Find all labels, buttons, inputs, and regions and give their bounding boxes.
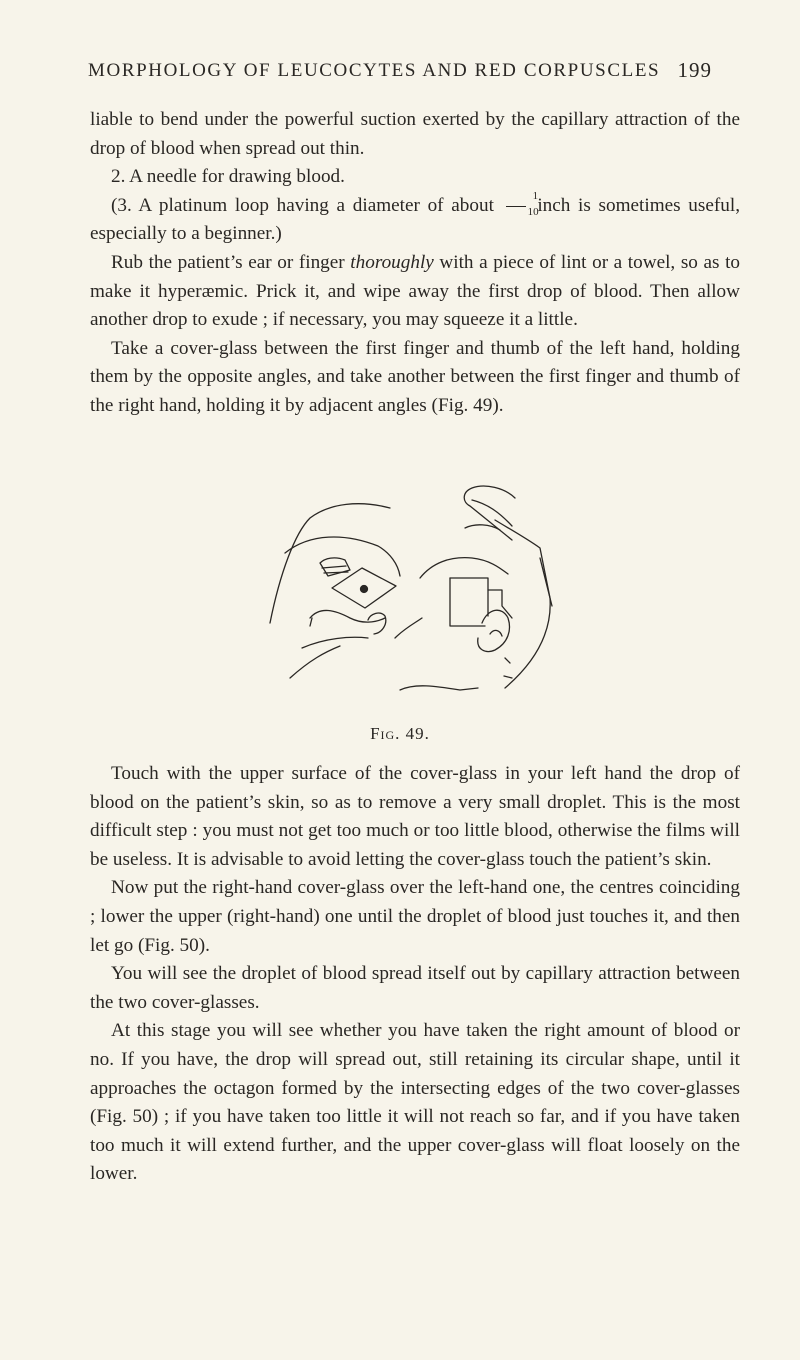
emphasis-thoroughly: thoroughly xyxy=(350,251,434,273)
paragraph-this-stage: At this stage you will see whether you have taken the right amount of blood or no. If you have, the drop will spread out, still retaining its circular shape, until it approaches the octagon formed by the intersecting edges of the two cover-glasses (Fig. 50) ; if you have taken too little it will not reach so far, and if you have taken too much it will extend further, and the upper cover-glass will float loosely on the lower. xyxy=(90,1020,740,1185)
running-header xyxy=(88,60,712,82)
figure-caption: Fig. 49. xyxy=(370,724,430,743)
paragraph-cover-glass: Take a cover-glass between the first finger and thumb of the left hand, holding them by the opposite angles, and take another between the first finger and thumb of the right hand, holding it by adjacent angles (Fig. 49). xyxy=(90,337,740,416)
page-number: 199 xyxy=(677,58,712,82)
paragraph-rub: Rub the patient’s ear or finger thoroughly with a piece of lint or a towel, so as to make it hyperæmic. Prick it, and wipe away the first drop of blood. Then allow another drop to exude ; if necessary, you may squeeze it a little. xyxy=(90,251,741,331)
running-title: MORPHOLOGY OF LEUCOCYTES AND RED CORPUSCLES xyxy=(88,60,661,81)
left-hand-drawing xyxy=(270,504,400,678)
paragraph-now-put: Now put the right-hand cover-glass over the left-hand one, the centres coinciding ; lower the upper (right-hand) one until the droplet of blood just touches it, and then let go (Fig. 50). xyxy=(90,877,740,956)
paragraph-needle: 2. A needle for drawing blood. xyxy=(111,166,345,188)
paragraph-continuation: liable to bend under the powerful suction exerted by the capillary attraction of the drop of blood when spread out thin. xyxy=(90,109,740,159)
paragraph-touch: Touch with the upper surface of the cover-glass in your left hand the drop of blood on the patient’s skin, so as to remove a very small droplet. This is the most difficult step : you must not get too much or too little blood, otherwise the films will be useless. It is advisable to avoid letting the cover-glass touch the patient’s skin. xyxy=(90,763,740,870)
figure-49-illustration xyxy=(250,478,560,718)
text-block-upper xyxy=(90,106,740,421)
right-hand-drawing xyxy=(395,486,552,690)
paragraph-spread: You will see the droplet of blood spread itself out by capillary attraction between the two cover-glasses. xyxy=(90,963,740,1013)
text-block-lower xyxy=(90,760,740,1189)
fraction: $\frac{1}{10}$ xyxy=(504,197,528,215)
paragraph-platinum-loop: (3. A platinum loop having a diameter of about $\frac{1}{10}$ inch is sometimes useful, especially to a beginner.) xyxy=(90,190,740,245)
